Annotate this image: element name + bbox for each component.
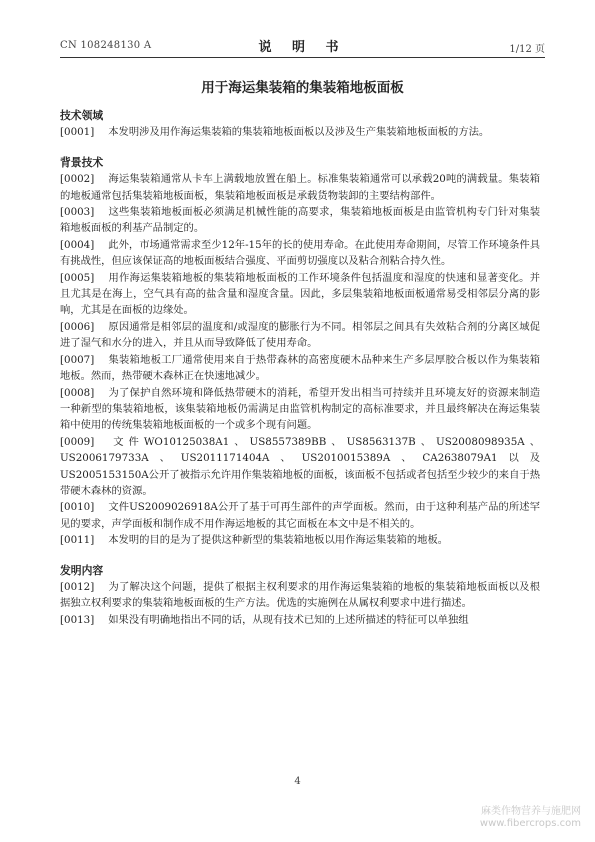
paragraph — [60, 385, 540, 434]
section-heading: 背景技术 — [60, 155, 104, 169]
paragraph-text: 文件WO10125038A1、US8557389BB、US8563137B、US2008098935A、US2006179733A、US2011171404A、US2010015389A、CA2638079A1以及US2005153150A公开了被指示允许用作集装箱地板的面板，该面板不包括或者包括至少较少的来自于热带硬木森林的资源。 — [60, 435, 540, 497]
watermark-line1: 麻类作物营养与施肥网 — [481, 806, 581, 817]
paragraph — [60, 124, 540, 140]
page-info: 1/12 页 — [509, 44, 545, 55]
paragraph-text: 集装箱地板工厂通常使用来自于热带森林的高密度硬木品种来生产多层厚胶合板以作为集装箱地板。然而，热带硬木森林正在快速地减少。 — [60, 353, 540, 383]
paragraph — [60, 204, 540, 237]
paragraph-text: 海运集装箱通常从卡车上满载地放置在船上。标准集装箱通常可以承载20吨的满载量。集装箱的地板通常包括集装箱地板面板，集装箱地板面板是承载货物装卸的主要结构部件。 — [60, 173, 540, 202]
page-number: 4 — [294, 776, 301, 787]
paragraph-number: [0003] — [60, 206, 95, 219]
paragraph — [60, 612, 540, 628]
paragraph-text: 本发明的目的是为了提供这种新型的集装箱地板以用作海运集装箱的地板。 — [108, 534, 449, 547]
doc-number: CN 108248130 A — [60, 40, 152, 51]
doc-type: 说 明 书 — [258, 40, 347, 55]
paragraph-number: [0004] — [60, 238, 95, 251]
paragraph-text: 为了解决这个问题，提供了根据主权利要求的用作海运集装箱的地板的集装箱地板面板以及根据独立权利要求的集装箱地板面板的生产方法。优选的实施例在从属权利要求中进行描述。 — [60, 580, 540, 610]
document-body — [60, 108, 540, 628]
paragraph-text: 文件US2009026918A公开了基于可再生部件的声学面板。然而，由于这种利基产品的所述罕见的要求，声学面板和制作成不用作海运地板的其它面板在本文中是不相关的。 — [60, 501, 540, 530]
paragraph — [60, 270, 540, 319]
paragraph-number: [0002] — [60, 173, 95, 186]
paragraph-number: [0009] — [60, 435, 95, 448]
paragraph-number: [0012] — [60, 580, 95, 593]
header-divider — [60, 57, 545, 58]
paragraph-number: [0008] — [60, 386, 95, 399]
paragraph-text: 此外，市场通常需求至少12年-15年的长的使用寿命。在此使用寿命期间，尽管工作环境条件具有挑战性，但应该保证高的地板面板结合强度、平面剪切强度以及粘合剂粘合持久性。 — [60, 238, 540, 268]
paragraph — [60, 171, 540, 204]
paragraph — [60, 499, 540, 532]
paragraph-number: [0007] — [60, 353, 95, 366]
paragraph — [60, 579, 540, 612]
paragraph-number: [0005] — [60, 271, 95, 284]
paragraph-text: 这些集装箱地板面板必须满足机械性能的高要求，集装箱地板面板是由监管机构专门针对集装箱地板面板的利基产品制定的。 — [60, 206, 540, 235]
paragraph — [60, 237, 540, 270]
page-header — [60, 36, 545, 56]
paragraph-number: [0001] — [60, 126, 95, 139]
document-title: 用于海运集装箱的集装箱地板面板 — [201, 80, 404, 96]
paragraph-text: 为了保护自然环境和降低热带硬木的消耗，希望开发出相当可持续并且环境友好的资源来制造一种新型的集装箱地板，该集装箱地板仍需满足由监管机构制定的高标准要求，并且最终解决在海运集装箱中使用的传统集装箱地板面板的一个或多个现有问题。 — [60, 386, 540, 432]
paragraph-number: [0011] — [60, 534, 95, 547]
paragraph-number: [0006] — [60, 320, 95, 333]
paragraph-text: 如果没有明确地指出不同的话，从现有技术已知的上述所描述的特征可以单独组 — [108, 613, 469, 626]
paragraph-number: [0010] — [60, 501, 95, 514]
paragraph — [60, 352, 540, 385]
paragraph-text: 原因通常是相邻层的温度和/或湿度的膨胀行为不同。相邻层之间具有失效粘合剂的分离区域促进了湿气和水分的进入，并且从而导致降低了使用寿命。 — [60, 320, 540, 350]
paragraph-text: 用作海运集装箱地板的集装箱地板面板的工作环境条件包括温度和湿度的快速和显著变化。并且尤其是在海上，空气具有高的盐含量和湿度含量。因此，多层集装箱地板面板通常易受相邻层分离的影响，尤其是在面板的边缘处。 — [60, 271, 540, 317]
paragraph-number: [0013] — [60, 613, 95, 626]
paragraph — [60, 532, 540, 548]
section-heading: 技术领域 — [60, 109, 104, 122]
section-gap — [60, 549, 540, 563]
section-gap — [60, 141, 540, 155]
section-heading: 发明内容 — [60, 563, 104, 577]
paragraph — [60, 319, 540, 352]
paragraph-text: 本发明涉及用作海运集装箱的集装箱地板面板以及涉及生产集装箱地板面板的方法。 — [108, 126, 490, 139]
watermark — [480, 806, 581, 830]
paragraph — [60, 434, 540, 500]
watermark-line2: www.fibercrops.com — [479, 818, 581, 829]
